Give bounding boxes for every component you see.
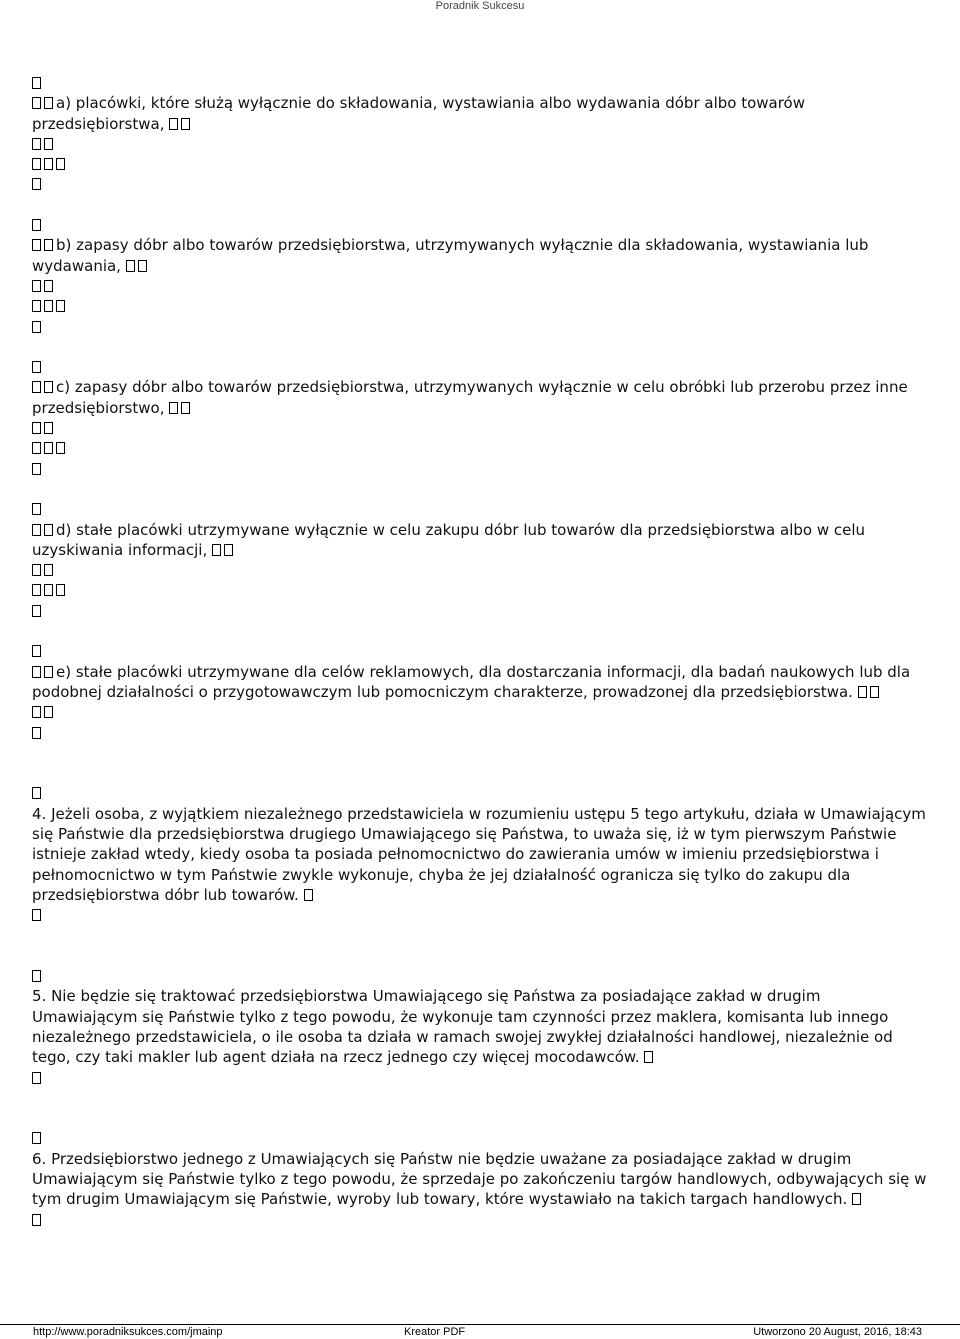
box-line [32,783,927,803]
square-glyph-icon [181,402,190,414]
square-glyph-icon [32,381,41,393]
box-line [32,438,927,458]
square-glyph-icon [138,260,147,272]
paragraph-text: 5. Nie będzie się traktować przedsiębiorstwa Umawiającego się Państwa za posiadające zakład w drugim Umawiającym się Państwie tylko z tego powodu, że wykonuje tam czynności przez maklera, komisanta lub innego niezależnego przedstawiciela, o ile osoba ta działa w ramach swojej zwykłej działalności handlowej, niezależnie od tego, czy taki makler lub agent działa na rzecz jednego czy więcej mocodawców. [32,987,898,1067]
paragraph-text: 4. Jeżeli osoba, z wyjątkiem niezależnego przedstawiciela w rozumieniu ustępu 5 tego artykułu, działa w Umawiającym się Państwie dla przedsiębiorstwa drugiego Umawiającego się Państwa, to uważa się, iż w tym pierwszym Państwie istnieje zakład wtedy, kiedy osoba ta posiada pełnomocnictwo do zawierania umów w imieniu przedsiębiorstwa i pełnomocnictwo w tym Państwie zwykle wykonuje, chyba że jej działalność ogranicza się tylko do zakupu dla przedsiębiorstwa dóbr lub towarów. [32,804,931,904]
square-glyph-icon [32,361,41,373]
square-glyph-icon [44,524,53,536]
box-line [32,1068,927,1088]
square-glyph-icon [44,706,53,718]
square-glyph-icon [870,686,879,698]
square-glyph-icon [32,321,41,333]
square-glyph-icon [32,158,41,170]
square-glyph-icon [32,138,41,150]
box-line [32,296,927,316]
box-line [32,459,927,479]
square-glyph-icon [32,503,41,515]
box-line [32,560,927,580]
footer-creator: Kreator PDF [404,1326,466,1338]
box-line [32,580,927,600]
paragraph-text: 6. Przedsiębiorstwo jednego z Umawiających się Państw nie będzie uważane za posiadające zakład w drugim Umawiającym się Państwie tylko z tego powodu, że sprzedaje po zakończeniu targów handlowych, odbywających się w tym drugim Umawiającym się Państwie, wyroby lub towary, które wystawiało na takich targach handlowych. [32,1149,932,1209]
square-glyph-icon [32,422,41,434]
square-glyph-icon [32,909,41,921]
square-glyph-icon [44,300,53,312]
square-glyph-icon [32,706,41,718]
paragraph-c [32,377,927,418]
square-glyph-icon [44,666,53,678]
paragraph-4 [32,804,931,905]
page-header [0,0,960,12]
box-line [32,317,927,337]
square-glyph-icon [212,544,221,556]
box-line [32,73,927,93]
square-glyph-icon [32,1132,41,1144]
square-glyph-icon [32,970,41,982]
page-footer [0,1324,960,1339]
paragraph-e [32,662,927,703]
square-glyph-icon [32,666,41,678]
square-glyph-icon [32,97,41,109]
square-glyph-icon [44,564,53,576]
square-glyph-icon [44,280,53,292]
box-line [32,1128,927,1148]
document-body [32,73,932,1230]
square-glyph-icon [32,77,41,89]
box-line [32,418,927,438]
square-glyph-icon [44,138,53,150]
square-glyph-icon [858,686,867,698]
header-title: Poradnik Sukcesu [435,0,525,12]
square-glyph-icon [32,239,41,251]
footer-url[interactable]: http://www.poradniksukces.com/jmainp [33,1326,223,1338]
square-glyph-icon [44,442,53,454]
square-glyph-icon [32,1214,41,1226]
paragraph-text: b) zapasy dóbr albo towarów przedsiębiorstwa, utrzymywanych wyłącznie dla składowania, wystawiania lub wydawania, [32,236,874,275]
box-line [32,357,927,377]
footer-date: Utworzono 20 August, 2016, 18:43 [753,1326,922,1338]
paragraph-text: c) zapasy dóbr albo towarów przedsiębiorstwa, utrzymywanych wyłącznie w celu obróbki lub przerobu przez inne przedsiębiorstwo, [32,378,913,417]
square-glyph-icon [32,1072,41,1084]
square-glyph-icon [126,260,135,272]
square-glyph-icon [32,178,41,190]
square-glyph-icon [44,239,53,251]
square-glyph-icon [32,645,41,657]
box-line [32,499,927,519]
box-line [32,154,927,174]
square-glyph-icon [852,1193,861,1205]
square-glyph-icon [44,422,53,434]
square-glyph-icon [181,118,190,130]
box-line [32,276,927,296]
box-line [32,966,927,986]
square-glyph-icon [32,727,41,739]
paragraph-6 [32,1149,932,1210]
box-line [32,1210,927,1230]
square-glyph-icon [32,787,41,799]
square-glyph-icon [56,158,65,170]
paragraph-text: d) stałe placówki utrzymywane wyłącznie w celu zakupu dóbr lub towarów dla przedsiębiorstwa albo w celu uzyskiwania informacji, [32,520,870,559]
square-glyph-icon [32,463,41,475]
square-glyph-icon [44,97,53,109]
box-line [32,702,927,722]
box-line [32,134,927,154]
square-glyph-icon [44,381,53,393]
square-glyph-icon [32,605,41,617]
paragraph-text: a) placówki, które służą wyłącznie do składowania, wystawiania albo wydawania dóbr albo towarów przedsiębiorstwa, [32,94,810,133]
square-glyph-icon [224,544,233,556]
box-line [32,641,927,661]
paragraph-b [32,235,927,276]
square-glyph-icon [32,584,41,596]
paragraph-text: e) stałe placówki utrzymywane dla celów reklamowych, dla dostarczania informacji, dla badań naukowych lub dla podobnej działalności o przygotowawczym lub pomocniczym charakterze, prowadzonej dla przedsiębiorstwa. [32,662,915,701]
square-glyph-icon [44,158,53,170]
square-glyph-icon [56,300,65,312]
square-glyph-icon [32,280,41,292]
square-glyph-icon [304,889,313,901]
box-line [32,174,927,194]
box-line [32,601,927,621]
square-glyph-icon [56,584,65,596]
square-glyph-icon [644,1051,653,1063]
square-glyph-icon [169,118,178,130]
square-glyph-icon [32,219,41,231]
paragraph-5 [32,986,927,1067]
square-glyph-icon [56,442,65,454]
square-glyph-icon [32,300,41,312]
box-line [32,723,927,743]
square-glyph-icon [32,442,41,454]
square-glyph-icon [32,564,41,576]
square-glyph-icon [169,402,178,414]
box-line [32,905,927,925]
paragraph-a [32,93,927,134]
box-line [32,215,927,235]
paragraph-d [32,520,927,561]
square-glyph-icon [32,524,41,536]
square-glyph-icon [44,584,53,596]
